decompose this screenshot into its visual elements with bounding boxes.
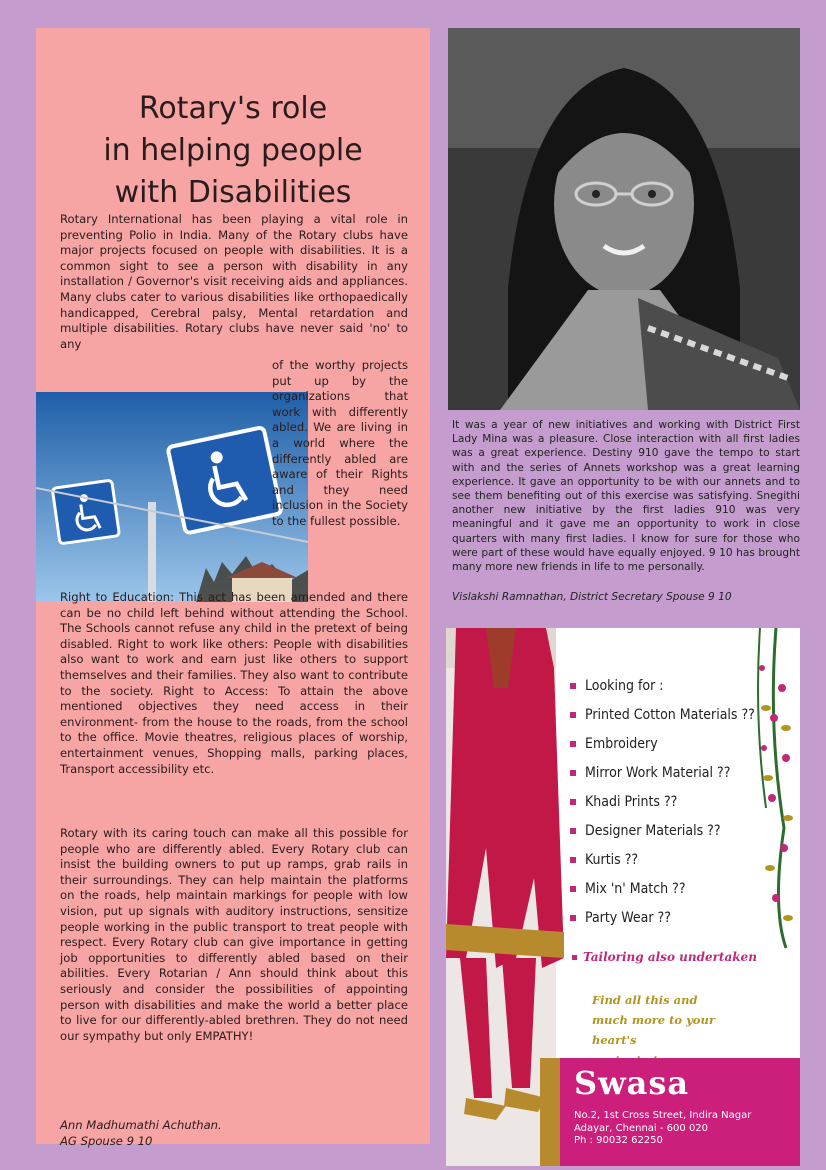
gold-stripe xyxy=(540,1058,560,1166)
title-line-2: in helping people xyxy=(103,133,363,168)
swasa-address: No.2, 1st Cross Street, Indira Nagar Adayar, Chennai - 600 020 Ph : 90032 62250 xyxy=(574,1110,752,1147)
article-title xyxy=(36,88,430,214)
title-line-1: Rotary's role xyxy=(138,91,328,126)
portrait-photo xyxy=(448,28,800,410)
swasa-advertisement xyxy=(446,628,800,1166)
article-paragraph-intro: Rotary International has been playing a vital role in preventing Polio in India. Many of the Rotary clubs have major projects focused on people with disabilities. It is a common sight to see a person with disability in any installation / Governor's visit receiving aids and appliances. Many clubs cater to various disabilities like orthopaedically handicapped, Cerebral palsy, Mental retardation and multiple disabilities. Rotary clubs have never said 'no' to any xyxy=(60,212,408,351)
article-panel xyxy=(36,28,430,1148)
ad-tailoring-note: Tailoring also undertaken xyxy=(572,950,757,964)
bullet-icon xyxy=(570,741,576,747)
ad-item: Mirror Work Material ?? xyxy=(570,759,755,788)
ad-item: Printed Cotton Materials ?? xyxy=(570,701,755,730)
swasa-contact-box xyxy=(540,1058,800,1166)
ad-item: Mix 'n' Match ?? xyxy=(570,875,755,904)
disability-sign-photo xyxy=(36,392,308,602)
ad-item: Party Wear ?? xyxy=(570,904,755,933)
ad-item: Kurtis ?? xyxy=(570,846,755,875)
ad-item: Embroidery xyxy=(570,730,755,759)
bullet-icon xyxy=(570,915,576,921)
ad-item: Khadi Prints ?? xyxy=(570,788,755,817)
bullet-icon xyxy=(570,799,576,805)
swasa-logo: Swasa xyxy=(574,1064,690,1102)
bullet-icon xyxy=(570,828,576,834)
portrait-credit: Vislakshi Ramnathan, District Secretary Spouse 9 10 xyxy=(452,591,732,603)
portrait-caption: It was a year of new initiatives and working with District First Lady Mina was a pleasure. Close interaction with all first ladies was a great experience. Destiny 910 gave the tempo to start with and the series of Annets workshop was a great learning experience. It gave an opportunity to be with our annets and to see them benefiting out of this exercise was satisfying. Snegithi another new initiative by the first ladies 910 was very meaningful and it gave me an opportunity to work in close quarters with many first ladies. I know for sure for those who were part of these would have equally enjoyed. 9 10 has brought many more new friends in life to me personally. xyxy=(452,419,800,574)
ad-item: Designer Materials ?? xyxy=(570,817,755,846)
article-paragraph-wrap: of the worthy projects put up by the organizations that work with differently abled. We are living in a world where the differently abled are aware of their Rights and they need inclusion in the Society to the fullest possible. xyxy=(272,358,408,528)
title-line-3: with Disabilities xyxy=(114,175,352,210)
bullet-icon xyxy=(572,955,577,960)
ad-product-list xyxy=(570,672,755,933)
bullet-icon xyxy=(570,886,576,892)
article-paragraph-rights: Right to Education: This act has been amended and there can be no child left behind without attending the School. The Schools cannot refuse any child in the pretext of being disabled. Right to work like others: People with disabilities also want to work and earn just like others to support themselves and their families. They also want to contribute to the society. Right to Access: To attain the above mentioned objectives they need access in their environment- from the house to the roads, from the school to the office. Movie theatres, religious places of worship, entertainment venues, Shopping malls, parking places, Transport accessibility etc. xyxy=(60,590,408,776)
bullet-icon xyxy=(570,683,576,689)
signature-name: Ann Madhumathi Achuthan. xyxy=(60,1118,222,1132)
article-paragraph-rotary: Rotary with its caring touch can make all this possible for people who are differently abled. Every Rotary club can insist the building owners to put up ramps, grab rails in their surroundings. They can help maintain the platforms on the roads, help maintain markings for people with low vision, put up signals with auditory instructions, sensitize people working in the public transport to treat people with respect. Every Rotary club can give importance in getting job opportunities to differently abled based on their abilities. Every Rotarian / Ann should think about this seriously and consider the possibilities of appointing person with disabilities and make the world a better place to live for our differently-abled brethren. They do not need our sympathy but only EMPATHY! xyxy=(60,826,408,1043)
bullet-icon xyxy=(570,712,576,718)
signature-role: AG Spouse 9 10 xyxy=(60,1133,153,1148)
bullet-icon xyxy=(570,770,576,776)
bullet-icon xyxy=(570,857,576,863)
ad-tagline: Find all this and much more to your heart's xyxy=(592,993,715,1047)
article-signature xyxy=(60,1118,408,1149)
ad-item: Looking for : xyxy=(570,672,755,701)
